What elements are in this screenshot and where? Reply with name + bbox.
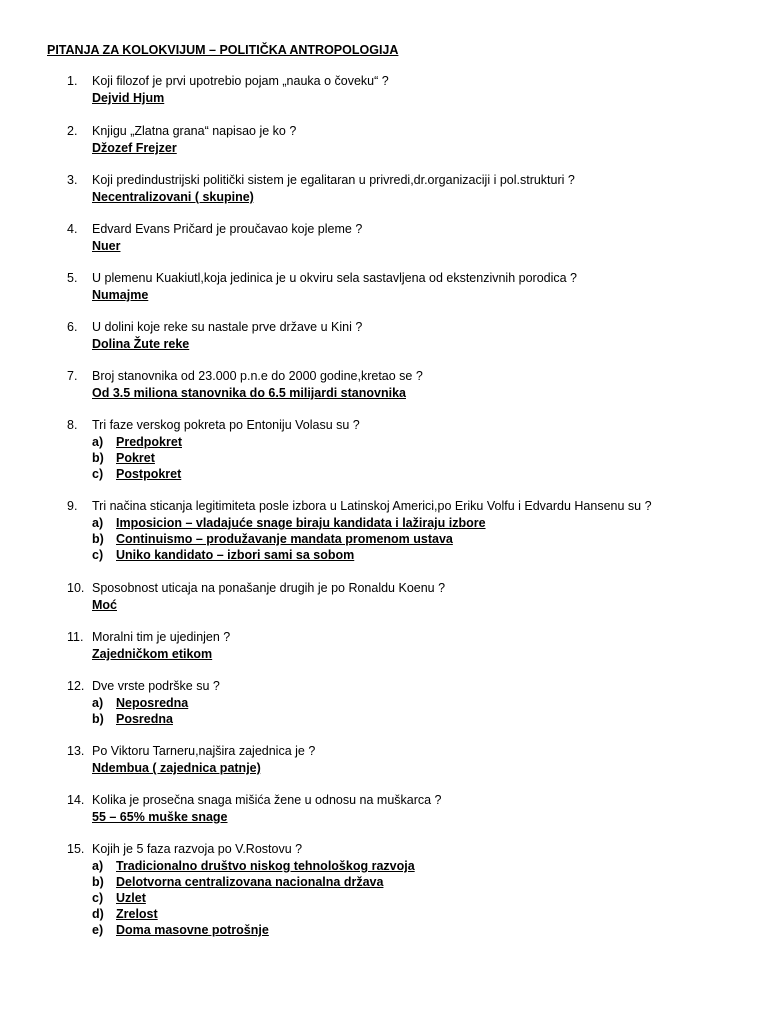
option-value: Uzlet — [116, 891, 146, 905]
option-letter: a) — [92, 435, 104, 449]
question-text: Tri načina sticanja legitimiteta posle izbora u Latinskoj Americi,po Eriku Volfu i Edvardu Hansenu su ? — [92, 499, 652, 513]
option-value: Delotvorna centralizovana nacionalna država — [116, 875, 384, 889]
question-text: Sposobnost uticaja na ponašanje drugih je po Ronaldu Koenu ? — [92, 581, 446, 595]
option-letter: b) — [92, 532, 104, 546]
option-letter: c) — [92, 548, 104, 562]
question-text: Tri faze verskog pokreta po Entoniju Volasu su ? — [92, 418, 360, 432]
option-letter: c) — [92, 891, 104, 905]
question-answer: Moć — [92, 598, 117, 612]
question-text: Broj stanovnika od 23.000 p.n.e do 2000 godine,kretao se ? — [92, 369, 423, 383]
question-answer: Ndembua ( zajednica patnje) — [92, 761, 261, 775]
option-letter: a) — [92, 516, 104, 530]
option-letter: b) — [92, 875, 104, 889]
question-text: Moralni tim je ujedinjen ? — [92, 630, 231, 644]
question-answer: Dolina Žute reke — [92, 337, 190, 351]
question-text: Koji predindustrijski politički sistem je egalitaran u privredi,dr.organizaciji i pol.strukturi ? — [92, 173, 575, 187]
answer-option — [92, 891, 146, 905]
option-letter: c) — [92, 467, 104, 481]
answer-option — [92, 451, 155, 465]
option-letter: b) — [92, 712, 104, 726]
option-letter: a) — [92, 696, 104, 710]
question-text: Kojih je 5 faza razvoja po V.Rostovu ? — [92, 842, 303, 856]
question-answer: Zajedničkom etikom — [92, 647, 213, 661]
answer-option — [92, 532, 453, 546]
answer-option — [92, 516, 486, 530]
option-letter: d) — [92, 907, 104, 921]
option-value: Continuismo – produžavanje mandata promenom ustava — [116, 532, 453, 546]
question-number: 12. — [67, 679, 85, 693]
question-text: Dve vrste podrške su ? — [92, 679, 220, 693]
question-text: Kolika je prosečna snaga mišića žene u odnosu na muškarca ? — [92, 793, 442, 807]
answer-option — [92, 907, 158, 921]
document-title: PITANJA ZA KOLOKVIJUM – POLITIČKA ANTROPOLOGIJA — [47, 43, 399, 57]
question-answer: Od 3.5 miliona stanovnika do 6.5 milijardi stanovnika — [92, 386, 406, 400]
answer-option — [92, 548, 354, 562]
question-number: 6. — [67, 320, 78, 334]
option-value: Predpokret — [116, 435, 182, 449]
question-answer: Nuer — [92, 239, 121, 253]
option-value: Tradicionalno društvo niskog tehnološkog razvoja — [116, 859, 415, 873]
option-value: Neposredna — [116, 696, 189, 710]
option-letter: b) — [92, 451, 104, 465]
option-value: Zrelost — [116, 907, 158, 921]
answer-option — [92, 467, 181, 481]
option-value: Doma masovne potrošnje — [116, 923, 269, 937]
option-letter: e) — [92, 923, 104, 937]
option-value: Pokret — [116, 451, 155, 465]
answer-option — [92, 435, 182, 449]
option-value: Posredna — [116, 712, 173, 726]
question-number: 5. — [67, 271, 78, 285]
question-answer: 55 – 65% muške snage — [92, 810, 228, 824]
option-letter: a) — [92, 859, 104, 873]
answer-option — [92, 923, 269, 937]
question-text: Koji filozof je prvi upotrebio pojam „nauka o čoveku“ ? — [92, 74, 389, 88]
question-text: Edvard Evans Pričard je proučavao koje pleme ? — [92, 222, 363, 236]
question-number: 4. — [67, 222, 78, 236]
question-number: 9. — [67, 499, 78, 513]
question-number: 13. — [67, 744, 85, 758]
option-value: Imposicion – vladajuće snage biraju kandidata i lažiraju izbore — [116, 516, 486, 530]
question-number: 15. — [67, 842, 85, 856]
question-answer: Numajme — [92, 288, 149, 302]
question-number: 3. — [67, 173, 78, 187]
question-text: Knjigu „Zlatna grana“ napisao je ko ? — [92, 124, 297, 138]
answer-option — [92, 712, 173, 726]
question-number: 11. — [67, 630, 84, 644]
question-answer: Necentralizovani ( skupine) — [92, 190, 254, 204]
option-value: Uniko kandidato – izbori sami sa sobom — [116, 548, 355, 562]
question-text: U plemenu Kuakiutl,koja jedinica je u okviru sela sastavljena od ekstenzivnih porodica ? — [92, 271, 577, 285]
question-number: 1. — [67, 74, 78, 88]
question-number: 7. — [67, 369, 78, 383]
answer-option — [92, 875, 383, 889]
question-answer: Dejvid Hjum — [92, 91, 165, 105]
question-text: U dolini koje reke su nastale prve države u Kini ? — [92, 320, 363, 334]
question-text: Po Viktoru Tarneru,najšira zajednica je ? — [92, 744, 316, 758]
option-value: Postpokret — [116, 467, 182, 481]
answer-option — [92, 696, 188, 710]
answer-option — [92, 859, 415, 873]
question-number: 2. — [67, 124, 78, 138]
question-number: 10. — [67, 581, 85, 595]
question-number: 14. — [67, 793, 85, 807]
question-answer: Džozef Frejzer — [92, 141, 177, 155]
question-number: 8. — [67, 418, 78, 432]
